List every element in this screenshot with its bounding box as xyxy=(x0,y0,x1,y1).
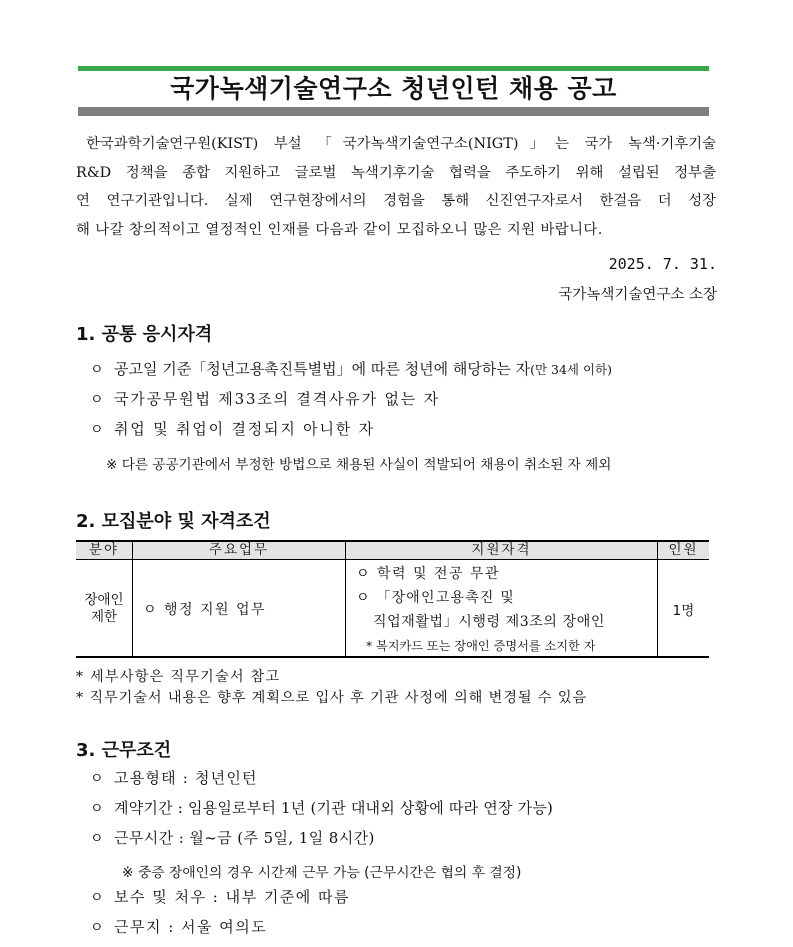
intro-line-3: 연 연구기관입니다. 실제 연구현장에서의 경험을 통해 신진연구자로서 한걸음 더 성장 xyxy=(76,193,716,209)
bullet-icon: ㅇ xyxy=(90,890,106,906)
section-2-note-2: * 직무기술서 내용은 향후 계획으로 입사 후 기관 사정에 의해 변경될 수 있음 xyxy=(76,690,588,706)
table-cell-qualification-2a: ㅇ 「장애인고용촉진 및 xyxy=(356,590,516,606)
section-2-note-1: * 세부사항은 직무기술서 참고 xyxy=(76,669,281,685)
table-header-qualification: 지원자격 xyxy=(471,542,532,558)
item-text: 근무시간 : 월~금 (주 5일, 1일 8시간) xyxy=(114,829,375,847)
field-line-1: 장애인 xyxy=(84,592,124,608)
item-text: 국가공무원법 제33조의 결격사유가 없는 자 xyxy=(114,390,440,408)
section-3-item xyxy=(90,886,350,907)
table-header-duty: 주요업무 xyxy=(208,542,270,558)
title-bottom-gray-bar xyxy=(78,107,709,116)
bullet-icon: ㅇ xyxy=(90,920,106,936)
section-1-heading: 1. 공통 응시자격 xyxy=(76,324,213,345)
section-3-note: ※ 중증 장애인의 경우 시간제 근무 가능 (근무시간은 협의 후 결정) xyxy=(122,865,522,881)
table-cell-field xyxy=(76,592,132,626)
intro-line-1: 한국과학기술연구원(KIST) 부설 「국가녹색기술연구소(NIGT)」는 국가 녹색·기후기술 xyxy=(86,136,716,152)
table-cell-qualification-1: ㅇ 학력 및 전공 무관 xyxy=(356,566,500,582)
table-bottom-rule xyxy=(76,656,709,658)
table-header-rule xyxy=(76,559,709,560)
page-title: 국가녹색기술연구소 청년인턴 채용 공고 xyxy=(170,74,617,103)
item-small-text: (만 34세 이하) xyxy=(530,362,612,377)
intro-line-2: R&D 정책을 종합 지원하고 글로벌 녹색기후기술 협력을 주도하기 위해 설립된 정부출 xyxy=(76,164,716,181)
bullet-icon: ㅇ xyxy=(90,392,106,408)
section-3-item xyxy=(90,797,553,818)
table-header-field: 분야 xyxy=(88,542,120,558)
section-1-item xyxy=(90,418,375,439)
section-1-item xyxy=(90,388,440,409)
table-cell-qualification-2b: 직업재활법」시행령 제3조의 장애인 xyxy=(373,614,605,630)
item-text: 보수 및 처우 : 내부 기준에 따름 xyxy=(114,888,351,906)
issuer-name: 국가녹색기술연구소 소장 xyxy=(558,287,717,303)
section-3-item xyxy=(90,916,267,937)
table-cell-duty: ㅇ 행정 지원 업무 xyxy=(143,602,267,618)
field-line-2: 제한 xyxy=(90,609,118,625)
section-3-item xyxy=(90,827,375,848)
intro-line-4: 해 나갈 창의적이고 열정적인 인재를 다음과 같이 모집하오니 많은 지원 바랍니다. xyxy=(76,221,603,238)
section-1-item xyxy=(90,358,612,379)
section-2-heading: 2. 모집분야 및 자격조건 xyxy=(76,511,271,532)
item-text: 근무지 : 서울 여의도 xyxy=(114,918,268,936)
table-cell-count: 1명 xyxy=(672,603,695,619)
intro-paragraph xyxy=(76,130,716,244)
section-1-note: ※ 다른 공공기관에서 부정한 방법으로 채용된 사실이 적발되어 채용이 취소된 자 제외 xyxy=(106,457,612,473)
section-3-item xyxy=(90,767,258,788)
table-cell-qualification-note: * 복지카드 또는 장애인 증명서를 소지한 자 xyxy=(366,639,596,653)
item-text: 계약기간 : 임용일로부터 1년 (기관 대내외 상황에 따라 연장 가능) xyxy=(114,799,554,817)
bullet-icon: ㅇ xyxy=(90,422,106,438)
section-3-heading: 3. 근무조건 xyxy=(76,740,172,761)
item-text: 공고일 기준「청년고용촉진특별법」에 따른 청년에 해당하는 자 xyxy=(114,360,531,378)
item-text: 취업 및 취업이 결정되지 아니한 자 xyxy=(114,420,375,438)
item-text: 고용형태 : 청년인턴 xyxy=(114,769,258,787)
bullet-icon: ㅇ xyxy=(90,801,104,817)
bullet-icon: ㅇ xyxy=(90,362,104,378)
table-header-count: 인원 xyxy=(668,542,699,558)
announcement-date: 2025. 7. 31. xyxy=(608,255,717,273)
bullet-icon: ㅇ xyxy=(90,771,105,787)
bullet-icon: ㅇ xyxy=(90,831,104,847)
